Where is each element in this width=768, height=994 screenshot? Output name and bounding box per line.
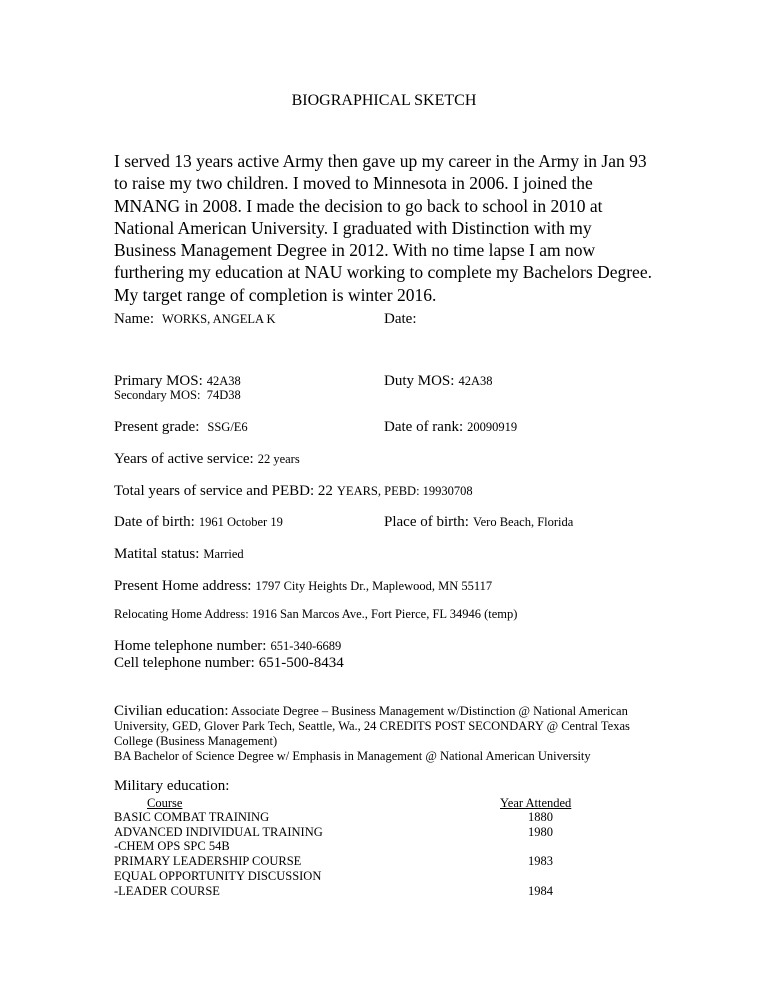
date-of-birth-field: [114, 513, 283, 531]
intro-line: I served 13 years active Army then gave up my career in the Army in Jan 93: [114, 151, 647, 171]
name-field: [114, 310, 276, 328]
course-name: ADVANCED INDIVIDUAL TRAINING: [114, 825, 323, 839]
date-of-birth-value: 1961 October 19: [198, 515, 283, 529]
civilian-education-line: BA Bachelor of Science Degree w/ Emphasis in Management @ National American University: [114, 749, 591, 763]
home-address-value: 1797 City Heights Dr., Maplewood, MN 55117: [255, 579, 493, 593]
intro-line: furthering my education at NAU working to complete my Bachelors Degree.: [114, 262, 652, 283]
home-phone-label: Home telephone number:: [114, 638, 267, 654]
home-address-field: [114, 577, 492, 595]
cell-phone-label: Cell telephone number:: [114, 655, 255, 671]
primary-mos-value: 42A38: [206, 374, 241, 388]
civilian-education-line: University, GED, Glover Park Tech, Seattle, Wa., 24 CREDITS POST SECONDARY @ Central Texas: [114, 719, 630, 733]
date-of-rank-value: 20090919: [467, 420, 518, 434]
intro-line: Business Management Degree in 2012. With no time lapse I am now: [114, 240, 596, 261]
cell-phone-field: [114, 654, 344, 672]
relocating-address-field: Relocating Home Address: 1916 San Marcos Ave., Fort Pierce, FL 34946 (temp): [114, 607, 518, 621]
course-row: [114, 839, 594, 854]
intro-line: National American University. I graduated with Distinction with my: [114, 217, 592, 238]
present-grade-value: SSG/E6: [207, 420, 248, 434]
years-active-label: Years of active service:: [114, 451, 254, 467]
course-name: PRIMARY LEADERSHIP COURSE: [114, 854, 302, 868]
secondary-mos-value: 74D38: [206, 388, 241, 402]
course-row: [114, 869, 594, 884]
intro-paragraph: [114, 150, 674, 306]
present-grade-label: Present grade:: [114, 419, 200, 435]
place-of-birth-label: Place of birth:: [384, 514, 469, 530]
course-row: [114, 825, 594, 840]
marital-status-label: Matital status:: [114, 546, 200, 562]
total-years-value: YEARS, PEBD: 19930708: [336, 484, 473, 498]
year-header: Year Attended: [500, 796, 572, 810]
intro-line: to raise my two children. I moved to Minnesota in 2006. I joined the: [114, 173, 593, 194]
secondary-mos-label: Secondary MOS:: [114, 388, 201, 402]
name-value: WORKS, ANGELA K: [161, 312, 276, 326]
intro-line: My target range of completion is winter 2016.: [114, 284, 437, 305]
date-label: Date:: [384, 311, 417, 327]
years-active-field: [114, 450, 300, 468]
total-years-label: Total years of service and PEBD: 22: [114, 483, 333, 499]
duty-mos-value: 42A38: [458, 374, 493, 388]
course-row: [114, 810, 594, 825]
primary-mos-label: Primary MOS:: [114, 373, 203, 389]
date-of-rank-label: Date of rank:: [384, 419, 464, 435]
document-title: BIOGRAPHICAL SKETCH: [291, 92, 477, 109]
years-active-value: 22 years: [257, 452, 300, 466]
place-of-birth-value: Vero Beach, Florida: [472, 515, 574, 529]
total-years-field: [114, 482, 473, 500]
course-year: 1980: [528, 825, 553, 839]
course-year: 1983: [528, 854, 553, 868]
duty-mos-field: [384, 372, 492, 390]
course-name: EQUAL OPPORTUNITY DISCUSSION: [114, 869, 322, 883]
marital-status-field: [114, 545, 244, 563]
present-grade-field: [114, 418, 248, 436]
intro-line: MNANG in 2008. I made the decision to go back to school in 2010 at: [114, 195, 603, 216]
course-name: -CHEM OPS SPC 54B: [114, 839, 230, 853]
civilian-education-label: Civilian education:: [114, 703, 229, 719]
name-label: Name:: [114, 311, 154, 327]
cell-phone-value: 651-500-8434: [258, 655, 344, 671]
home-address-label: Present Home address:: [114, 578, 252, 594]
military-education-label: Military education:: [114, 778, 230, 794]
course-row: [114, 854, 594, 869]
duty-mos-label: Duty MOS:: [384, 373, 455, 389]
course-row: [114, 884, 594, 899]
home-phone-value: 651-340-6689: [270, 639, 342, 653]
civilian-education-line: Associate Degree – Business Management w/Distinction @ National American: [231, 704, 628, 718]
secondary-mos-field: [114, 388, 241, 403]
course-header-row: [114, 796, 594, 811]
course-name: BASIC COMBAT TRAINING: [114, 810, 270, 824]
date-of-rank-field: [384, 418, 517, 436]
course-header: Course: [147, 796, 183, 810]
date-of-birth-label: Date of birth:: [114, 514, 195, 530]
civilian-education-section: [114, 704, 654, 764]
marital-status-value: Married: [203, 547, 244, 561]
course-year: 1880: [528, 810, 553, 824]
course-year: 1984: [528, 884, 553, 898]
home-phone-field: [114, 637, 341, 655]
date-field: [384, 310, 416, 328]
place-of-birth-field: [384, 513, 573, 531]
civilian-education-line: College (Business Management): [114, 734, 278, 748]
course-name: -LEADER COURSE: [114, 884, 220, 898]
